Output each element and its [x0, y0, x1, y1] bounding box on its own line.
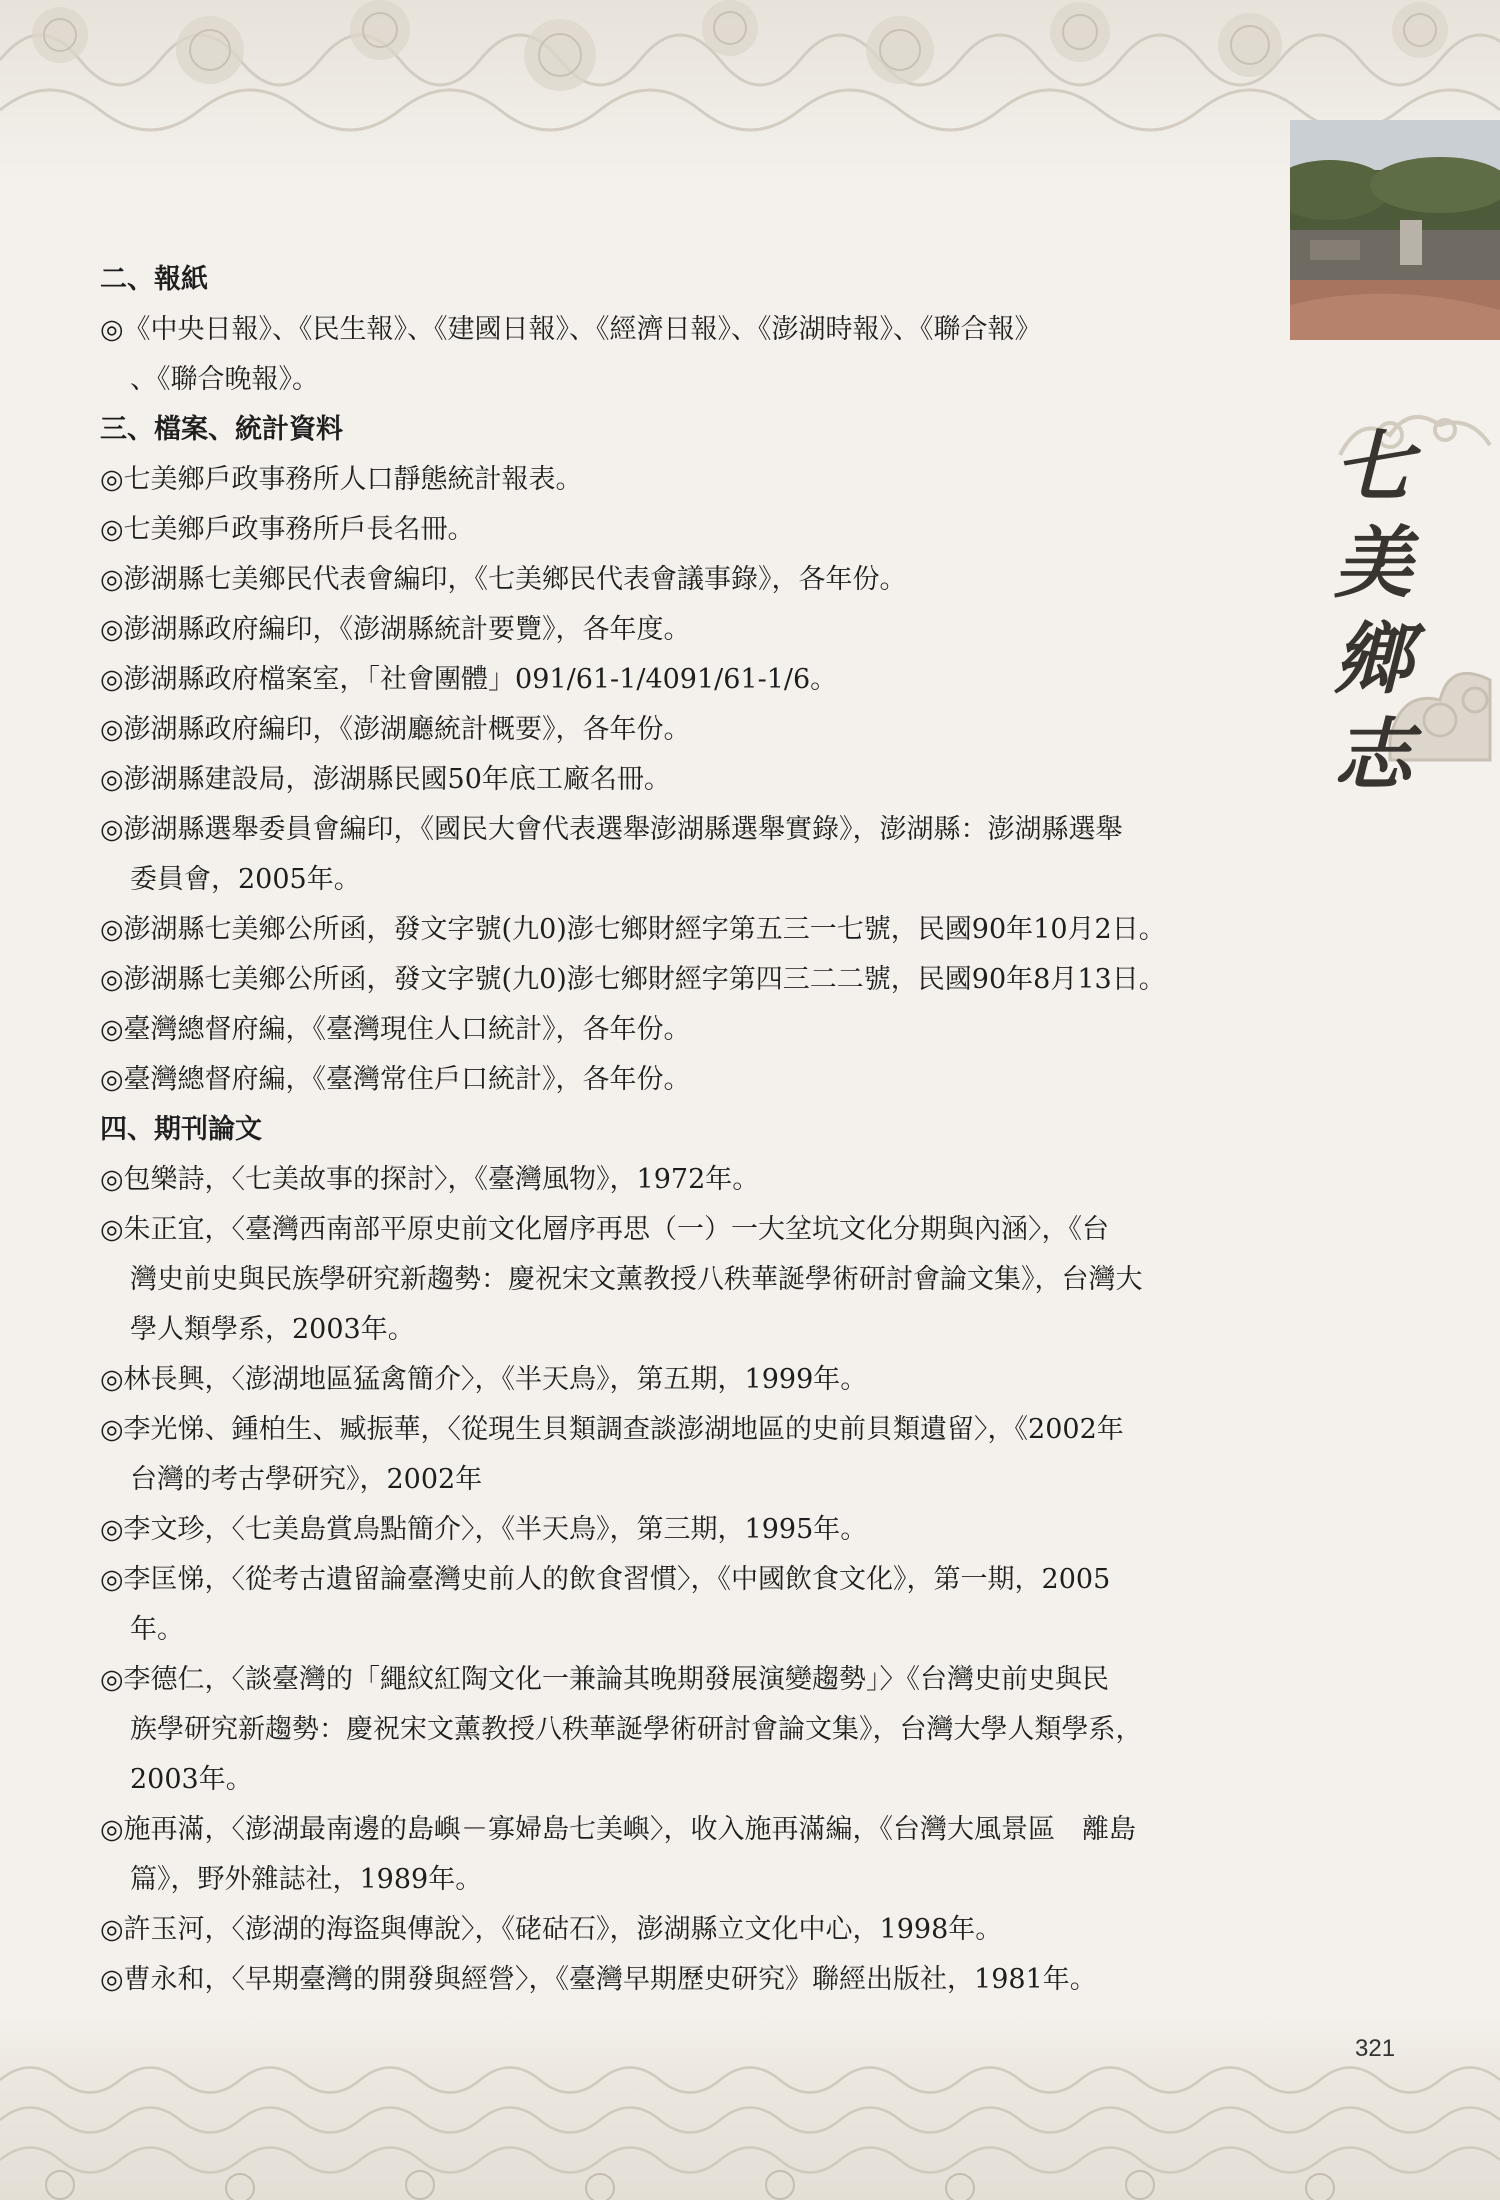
bibliography-entry: ◎澎湖縣七美鄉公所函，發文字號(九0)澎七鄉財經字第五三一七號，民國90年10月2日。: [100, 914, 1166, 945]
entry-continuation-line: 2003年。: [130, 1764, 253, 1795]
bibliography-entry: ◎《中央日報》、《民生報》、《建國日報》、《經濟日報》、《澎湖時報》、《聯合報》: [100, 314, 1042, 345]
entry-continuation-line: 委員會，2005年。: [130, 864, 361, 895]
bibliography-entry: ◎許玉河，〈澎湖的海盜與傳說〉，《硓𥑮石》，澎湖縣立文化中心，1998年。: [100, 1914, 1003, 1945]
bibliography-entry: ◎澎湖縣政府編印，《澎湖廳統計概要》，各年份。: [100, 714, 691, 745]
bibliography-entry: ◎曹永和，〈早期臺灣的開發與經營〉，《臺灣早期歷史研究》聯經出版社，1981年。: [100, 1964, 1097, 1995]
entry-continuation-line: 篇》，野外雜誌社，1989年。: [130, 1864, 483, 1895]
bibliography-entry: ◎澎湖縣建設局，澎湖縣民國50年底工廠名冊。: [100, 764, 671, 795]
bibliography-entry: ◎臺灣總督府編，《臺灣現住人口統計》，各年份。: [100, 1014, 691, 1045]
title-char: 志: [1333, 710, 1412, 801]
wave-pattern-band: [0, 2010, 1500, 2200]
bibliography-entry: ◎七美鄉戶政事務所戶長名冊。: [100, 514, 475, 545]
bibliography-entry: ◎澎湖縣選舉委員會編印，《國民大會代表選舉澎湖縣選舉實錄》，澎湖縣：澎湖縣選舉: [100, 814, 1123, 845]
entry-continuation-line: 族學研究新趨勢：慶祝宋文薰教授八秩華誕學術研討會論文集》，台灣大學人類學系，: [130, 1714, 1143, 1745]
page-number: 321: [1355, 2035, 1396, 2062]
bibliography-entry: ◎李德仁，〈談臺灣的「繩紋紅陶文化一兼論其晚期發展演變趨勢」〉《台灣史前史與民: [100, 1664, 1110, 1695]
bibliography-entry: ◎澎湖縣政府編印，《澎湖縣統計要覽》，各年度。: [100, 614, 691, 645]
entry-continuation-line: 學人類學系，2003年。: [130, 1314, 415, 1345]
title-char: 美: [1333, 518, 1412, 609]
section-heading: 四、期刊論文: [100, 1114, 262, 1145]
corner-landscape-photo: [1290, 120, 1500, 340]
bibliography-entry: ◎澎湖縣七美鄉民代表會編印，《七美鄉民代表會議事錄》，各年份。: [100, 564, 907, 595]
bibliography-entry: ◎李光悌、鍾柏生、臧振華，〈從現生貝類調查談澎湖地區的史前貝類遺留〉，《2002年: [100, 1414, 1124, 1445]
entry-continuation-line: 年。: [130, 1614, 184, 1645]
bibliography-entry: ◎包樂詩，〈七美故事的探討〉，《臺灣風物》，1972年。: [100, 1164, 760, 1195]
entry-continuation-line: 台灣的考古學研究》，2002年: [130, 1464, 483, 1495]
bibliography-entry: ◎林長興，〈澎湖地區猛禽簡介〉，《半天鳥》，第五期，1999年。: [100, 1364, 868, 1395]
bibliography-entry: ◎朱正宜，〈臺灣西南部平原史前文化層序再思（一）一大坌坑文化分期與內涵〉，《台: [100, 1214, 1110, 1245]
bibliography-text: [100, 255, 1260, 2005]
wave-pattern-icon: [0, 2010, 1500, 2200]
bibliography-entry: ◎施再滿，〈澎湖最南邊的島嶼－寡婦島七美嶼〉，收入施再滿編，《台灣大風景區 離島: [100, 1814, 1137, 1845]
cloud-pattern-icon: [0, 0, 1500, 185]
cloud-pattern-band: [0, 0, 1500, 185]
section-heading: 三、檔案、統計資料: [100, 414, 343, 445]
entry-continuation-line: 灣史前史與民族學研究新趨勢：慶祝宋文薰教授八秩華誕學術研討會論文集》，台灣大: [130, 1264, 1143, 1295]
entry-continuation-line: 、《聯合晚報》。: [130, 364, 319, 395]
bibliography-entry: ◎臺灣總督府編，《臺灣常住戶口統計》，各年份。: [100, 1064, 691, 1095]
bibliography-entry: ◎澎湖縣七美鄉公所函，發文字號(九0)澎七鄉財經字第四三二二號，民國90年8月13日。: [100, 964, 1166, 995]
bibliography-entry: ◎澎湖縣政府檔案室，「社會團體」091/61-1/4091/61-1/6。: [100, 664, 838, 695]
bibliography-entry: ◎李文珍，〈七美島賞鳥點簡介〉，《半天鳥》，第三期，1995年。: [100, 1514, 868, 1545]
vertical-book-title: [1318, 420, 1428, 804]
bibliography-entry: ◎七美鄉戶政事務所人口靜態統計報表。: [100, 464, 583, 495]
bibliography-entry: ◎李匡悌，〈從考古遺留論臺灣史前人的飲食習慣〉，《中國飲食文化》，第一期，2005: [100, 1564, 1111, 1595]
section-heading: 二、報紙: [100, 264, 208, 295]
title-char: 鄉: [1333, 614, 1412, 705]
title-char: 七: [1333, 422, 1412, 513]
